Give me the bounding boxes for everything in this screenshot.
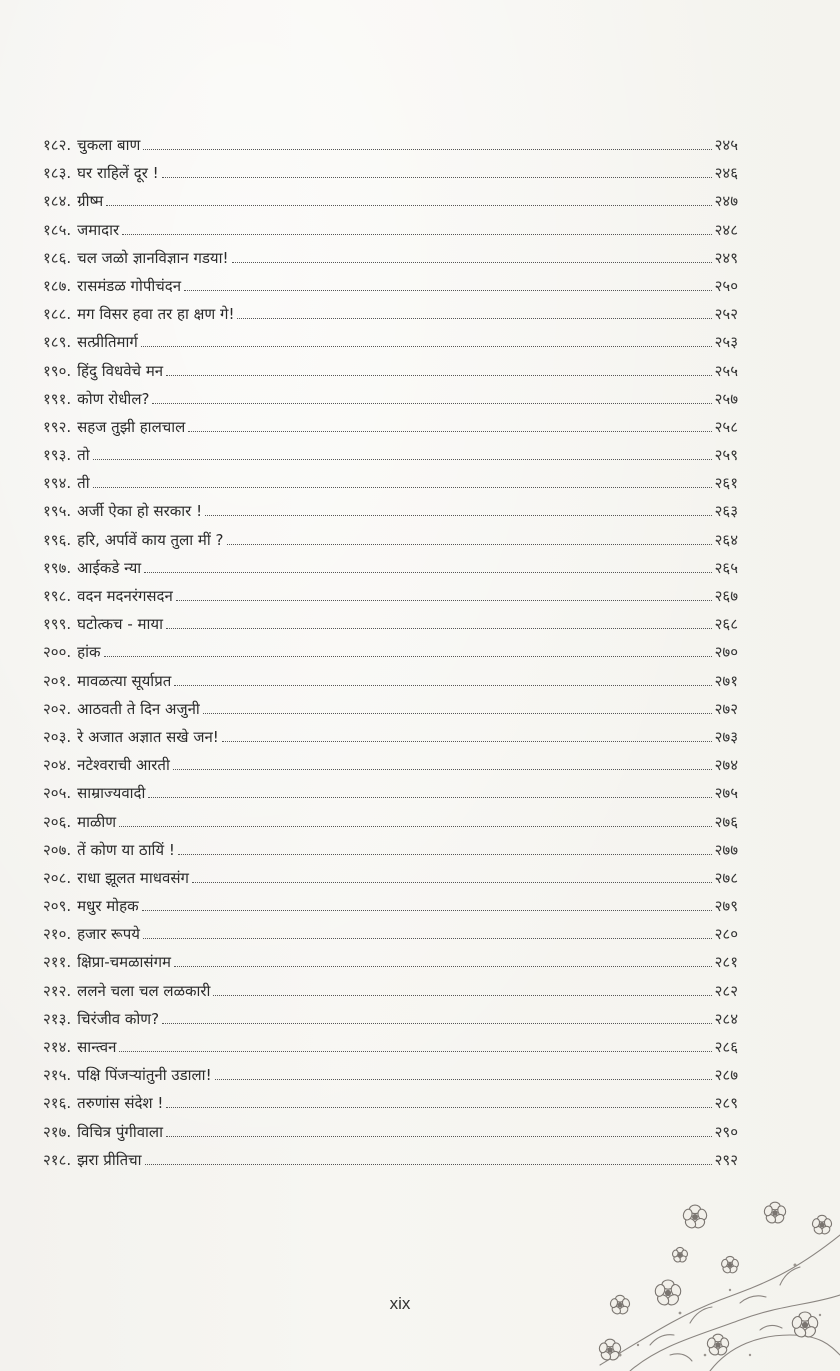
toc-entry-title: चल जळो ज्ञानविज्ञान गडया! [77, 248, 229, 267]
toc-entry-number: १९४. [43, 474, 72, 493]
toc-entry-number: १९९. [43, 615, 72, 634]
toc-entry [43, 413, 738, 441]
toc-entry-page: २४७ [714, 192, 738, 211]
dot-leader [184, 290, 712, 291]
toc-entry-number: २०५. [43, 784, 72, 803]
toc-entry-page: २६४ [714, 530, 738, 549]
toc-entry [43, 441, 738, 469]
toc-entry-number: २००. [43, 643, 72, 662]
toc-entry [43, 497, 738, 525]
dot-leader [106, 205, 711, 206]
toc-entry-title: मधुर मोहक [77, 897, 139, 916]
toc-entry [43, 779, 738, 807]
toc-entry-title: माळीण [77, 812, 117, 831]
toc-entry-title: ललने चला चल लळकारी [77, 981, 211, 1000]
toc-entry-number: १९२. [43, 417, 72, 436]
toc-entry-number: २०४. [43, 756, 72, 775]
toc-entry-title: हजार रूपये [77, 925, 140, 944]
toc-entry-number: १९१. [43, 389, 72, 408]
dot-leader [143, 938, 712, 939]
toc-entry-title: मग विसर हवा तर हा क्षण गे! [77, 305, 235, 324]
toc-entry-number: २०२. [43, 699, 72, 718]
toc-entry [43, 1033, 738, 1061]
toc-entry-page: २५२ [714, 305, 738, 324]
toc-entry [43, 836, 738, 864]
flower-icon [598, 1339, 622, 1362]
toc-entry-number: १९५. [43, 502, 72, 521]
toc-entry-page: २७० [714, 643, 738, 662]
toc-entry-number: १९७. [43, 558, 72, 577]
dot-leader [93, 487, 712, 488]
toc-entry [43, 131, 738, 159]
toc-entry-page: २८७ [714, 1066, 738, 1085]
dot-leader [152, 403, 711, 404]
dot-leader [166, 375, 711, 376]
toc-entry-page: २७६ [714, 812, 738, 831]
toc-entry-page: २७३ [714, 727, 738, 746]
toc-entry [43, 695, 738, 723]
toc-entry-page: २५९ [714, 446, 738, 465]
toc-entry-title: साम्राज्यवादी [77, 784, 146, 803]
dot-leader [237, 318, 711, 319]
toc-entry-number: २०७. [43, 840, 72, 859]
toc-entry-title: रे अजात अज्ञात सखे जन! [77, 727, 219, 746]
toc-entry [43, 328, 738, 356]
dot-leader [203, 713, 712, 714]
toc-entry-page: २८४ [714, 1009, 738, 1028]
toc-entry-page: २६७ [714, 587, 738, 605]
toc-entry-page: २७७ [714, 840, 738, 859]
dot-leader [162, 1023, 712, 1024]
dot-leader [141, 346, 712, 347]
toc-entry-page: २७१ [714, 671, 738, 690]
toc-entry-page: २९२ [714, 1150, 738, 1169]
toc-entry [43, 526, 738, 554]
toc-entry-number: २१४. [43, 1038, 72, 1056]
page-number: xix [389, 1294, 411, 1313]
toc-entry-title: मावळत्या सूर्याप्रत [77, 671, 172, 690]
toc-entry-page: २७५ [714, 784, 738, 803]
dot-leader [222, 741, 712, 742]
dot-leader [93, 459, 712, 460]
toc-entry-page: २५० [714, 276, 738, 295]
dot-leader [162, 177, 712, 178]
dot-leader [232, 262, 712, 263]
toc-entry-number: २०३. [43, 727, 72, 746]
dot-leader [205, 515, 711, 516]
toc-entry-title: तो [77, 446, 90, 465]
toc-entry-number: १९८. [43, 587, 72, 605]
toc-entry [43, 1061, 738, 1089]
dot-leader [192, 882, 712, 883]
dot-leader [119, 826, 711, 827]
toc-entry-page: २५८ [714, 417, 738, 436]
toc-entry [43, 187, 738, 215]
toc-entry-page: २६८ [714, 615, 738, 634]
toc-entry-title: तें कोण या ठायिं ! [77, 840, 175, 859]
dot-leader [148, 797, 711, 798]
toc-entry-page: २५३ [714, 333, 738, 352]
toc-entry-number: २०१. [43, 671, 72, 690]
toc-entry [43, 667, 738, 695]
toc-entry [43, 216, 738, 244]
flower-icon [721, 1256, 740, 1274]
toc-entry-page: २७८ [714, 868, 738, 887]
dot-leader [145, 1164, 712, 1165]
toc-entry [43, 920, 738, 948]
dot-leader [174, 685, 711, 686]
toc-entry-title: चिरंजीव कोण? [77, 1009, 160, 1028]
toc-entry-title: सान्त्वन [77, 1038, 117, 1056]
dot-leader [166, 1107, 711, 1108]
toc-entry [43, 610, 738, 638]
toc-entry-number: २१७. [43, 1122, 72, 1141]
toc-entry-page: २८६ [714, 1038, 738, 1056]
toc-entry-title: हिंदु विधवेचे मन [77, 361, 164, 380]
flower-icon [672, 1247, 689, 1263]
toc-entry-page: २६१ [714, 474, 738, 493]
toc-entry [43, 977, 738, 1005]
toc-entry-page: २६३ [714, 502, 738, 521]
toc-entry-number: १८२. [43, 136, 72, 154]
dot-leader [166, 1136, 712, 1137]
toc-entry [43, 1005, 738, 1033]
dot-leader [166, 628, 712, 629]
toc-entry-number: १८९. [43, 333, 72, 352]
flower-icon [706, 1334, 730, 1357]
toc-entry [43, 244, 738, 272]
toc-entry [43, 864, 738, 892]
toc-entry-page: २८१ [714, 953, 738, 972]
dot-leader [215, 1079, 712, 1080]
toc-entry-page: २७९ [714, 897, 738, 916]
toc-entry-title: आठवती ते दिन अजुनी [77, 699, 200, 718]
toc-entry-title: पक्षि पिंजऱ्यांतुनी उडाला! [77, 1066, 212, 1085]
dot-leader [227, 544, 712, 545]
toc-entry-page: २४८ [714, 220, 738, 239]
toc-entry-title: वदन मदनरंगसदन [77, 587, 173, 605]
toc-entry-title: ग्रीष्म [77, 192, 104, 211]
floral-corner-icon [590, 1195, 840, 1371]
flower-icon [682, 1205, 708, 1230]
toc-entry-title: सत्प्रीतिमार्ग [77, 333, 138, 352]
dot-leader [104, 656, 712, 657]
toc-entry-number: १९३. [43, 446, 72, 465]
toc-entry-page: २४५ [714, 136, 738, 154]
toc-entry-page: २५७ [714, 389, 738, 408]
toc-entry [43, 554, 738, 582]
toc-entry-number: २१०. [43, 925, 72, 944]
toc-entry [43, 1118, 738, 1146]
toc-entry-page: २४६ [714, 164, 738, 183]
toc-entry-number: २१८. [43, 1150, 72, 1169]
toc-entry-number: २१३. [43, 1009, 72, 1028]
toc-entry-number: २११. [43, 953, 72, 972]
toc-entry-number: १९६. [43, 530, 72, 549]
toc-entry-number: २०८. [43, 868, 72, 887]
toc-entry-title: कोण रोधील? [77, 389, 150, 408]
toc-entry-number: १८६. [43, 248, 72, 267]
dot-leader [176, 600, 712, 601]
toc-entry-number: १८८. [43, 305, 72, 324]
toc-entry [43, 948, 738, 976]
toc-entry [43, 638, 738, 666]
toc-entry-page: २९० [714, 1122, 738, 1141]
toc-entry-title: घर राहिलें दूर ! [77, 164, 159, 183]
toc-entry-page: २५५ [714, 361, 738, 380]
toc-entry-title: नटेश्वराची आरती [77, 756, 170, 775]
toc-entry [43, 357, 738, 385]
toc-entry [43, 385, 738, 413]
toc-entry-number: २१५. [43, 1066, 72, 1085]
toc-entry [43, 751, 738, 779]
toc-entry-number: १८३. [43, 164, 72, 183]
toc-entry-number: २१२. [43, 981, 72, 1000]
toc-entry [43, 723, 738, 751]
toc-entry-title: विचित्र पुंगीवाला [77, 1122, 163, 1141]
toc-entry-number: १८७. [43, 276, 72, 295]
dot-leader [143, 149, 711, 150]
toc-entry-page: २८० [714, 925, 738, 944]
toc-entry-number: २०९. [43, 897, 72, 916]
flower-icon [609, 1295, 630, 1315]
dot-leader [142, 910, 712, 911]
dot-leader [178, 854, 712, 855]
toc-entry-title: तरुणांस संदेश ! [77, 1094, 164, 1113]
toc-entry [43, 159, 738, 187]
toc-entry-title: झरा प्रीतिचा [77, 1150, 142, 1169]
toc-entry-title: आईकडे न्या [77, 558, 142, 577]
toc-entry [43, 892, 738, 920]
toc-entry-title: जमादार [77, 220, 120, 239]
toc-entry-number: १८५. [43, 220, 72, 239]
toc-entry-page: २७४ [714, 756, 738, 775]
toc-entry-number: २०६. [43, 812, 72, 831]
toc-entry-title: अर्जी ऐका हो सरकार ! [77, 502, 203, 521]
toc-entry [43, 272, 738, 300]
toc-entry-title: चुकला बाण [77, 136, 141, 154]
flower-icon [654, 1280, 682, 1307]
toc-entry-title: घटोत्कच - माया [77, 615, 163, 634]
dot-leader [174, 966, 712, 967]
toc-entry [43, 582, 738, 610]
flower-icon [811, 1215, 832, 1235]
toc-entry-page: २६५ [714, 558, 738, 577]
toc-entry [43, 469, 738, 497]
toc-entry-number: १८४. [43, 192, 72, 211]
toc-entry [43, 300, 738, 328]
toc-entry-title: राधा झूलत माधवसंग [77, 868, 189, 887]
toc-entry-page: २७२ [714, 699, 738, 718]
toc-entry-title: रासमंडळ गोपीचंदन [77, 276, 182, 295]
toc-entry-title: सहज तुझी हालचाल [77, 417, 186, 436]
dot-leader [213, 995, 711, 996]
toc-entry-title: ती [77, 474, 90, 493]
dot-leader [122, 234, 711, 235]
toc-entry [43, 1089, 738, 1117]
toc-entry-number: २१६. [43, 1094, 72, 1113]
table-of-contents [43, 131, 738, 1174]
toc-entry [43, 808, 738, 836]
toc-entry-number: १९०. [43, 361, 72, 380]
toc-entry-page: २४९ [714, 248, 738, 267]
toc-entry [43, 1146, 738, 1174]
toc-entry-title: क्षिप्रा-चमळासंगम [77, 953, 171, 972]
dot-leader [144, 572, 711, 573]
flower-icon [763, 1202, 787, 1225]
toc-entry-page: २८९ [714, 1094, 738, 1113]
dot-leader [119, 1051, 711, 1052]
dot-leader [188, 431, 711, 432]
toc-entry-title: हरि, अर्पावें काय तुला मीं ? [77, 530, 224, 549]
toc-entry-page: २८२ [714, 981, 738, 1000]
toc-entry-title: हांक [77, 643, 101, 662]
dot-leader [173, 769, 712, 770]
